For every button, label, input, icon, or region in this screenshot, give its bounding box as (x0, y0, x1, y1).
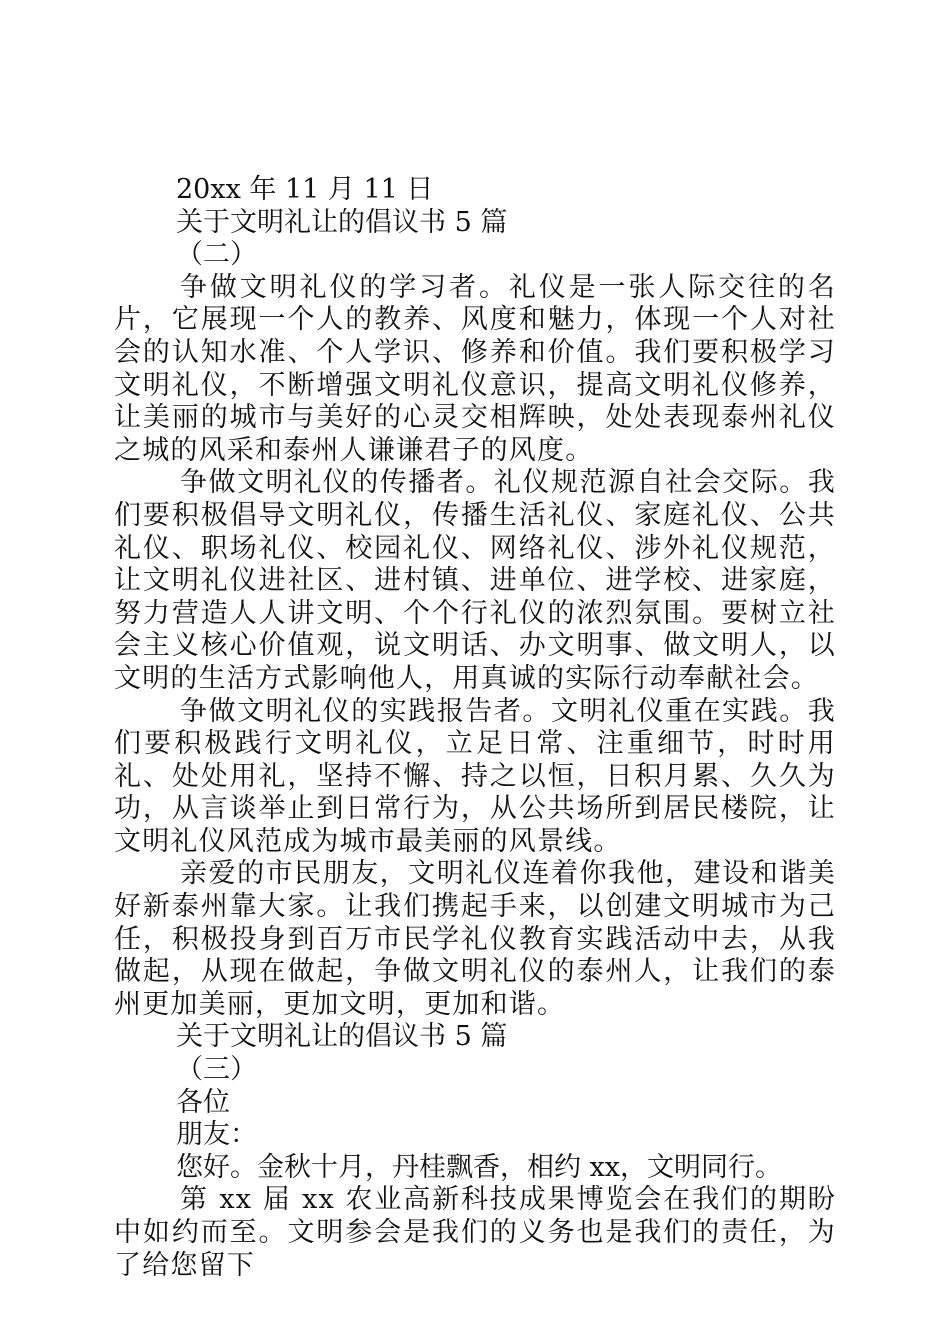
paragraph-learner: 争做文明礼仪的学习者。礼仪是一张人际交往的名片，它展现一个人的教养、风度和魅力，体现一个人对社会的认知水准、个人学识、修养和价值。我们要积极学习文明礼仪，不断增强文明礼仪意识，提高文明礼仪修养，让美丽的城市与美好的心灵交相辉映，处处表现泰州礼仪之城的风采和泰州人谦谦君子的风度。 (114, 271, 836, 466)
greeting-line-2: 朋友： (176, 1119, 257, 1151)
document-title-1: 关于文明礼让的倡议书 5 篇 (176, 206, 508, 238)
document-body (114, 174, 836, 1282)
section-heading-2: （二） (176, 239, 257, 271)
paragraph-appeal: 亲爱的市民朋友，文明礼仪连着你我他，建设和谐美好新泰州靠大家。让我们携起手来，以创建文明城市为己任，积极投身到百万市民学礼仪教育实践活动中去，从我做起，从现在做起，争做文明礼仪的泰州人，让我们的泰州更加美丽，更加文明，更加和谐。 (114, 858, 836, 1020)
greeting-line-1: 各位 (176, 1086, 230, 1118)
section-heading-3: （三） (176, 1054, 257, 1086)
date-line: 20xx 年 11 月 11 日 (176, 174, 434, 205)
paragraph-expo: 第 xx 届 xx 农业高新科技成果博览会在我们的期盼中如约而至。文明参会是我们的义务也是我们的责任，为了给您留下 (114, 1184, 836, 1281)
document-title-2: 关于文明礼让的倡议书 5 篇 (176, 1021, 508, 1053)
opening-line: 您好。金秋十月，丹桂飘香，相约 xx，文明同行。 (176, 1151, 783, 1183)
paragraph-practitioner: 争做文明礼仪的实践报告者。文明礼仪重在实践。我们要积极践行文明礼仪，立足日常、注重细节，时时用礼、处处用礼，坚持不懈、持之以恒，日积月累、久久为功，从言谈举止到日常行为，从公共场所到居民楼院，让文明礼仪风范成为城市最美丽的风景线。 (114, 695, 836, 857)
paragraph-spreader: 争做文明礼仪的传播者。礼仪规范源自社会交际。我们要积极倡导文明礼仪，传播生活礼仪、家庭礼仪、公共礼仪、职场礼仪、校园礼仪、网络礼仪、涉外礼仪规范，让文明礼仪进社区、进村镇、进单位、进学校、进家庭，努力营造人人讲文明、个个行礼仪的浓烈氛围。要树立社会主义核心价值观，说文明话、办文明事、做文明人，以文明的生活方式影响他人，用真诚的实际行动奉献社会。 (114, 467, 836, 694)
